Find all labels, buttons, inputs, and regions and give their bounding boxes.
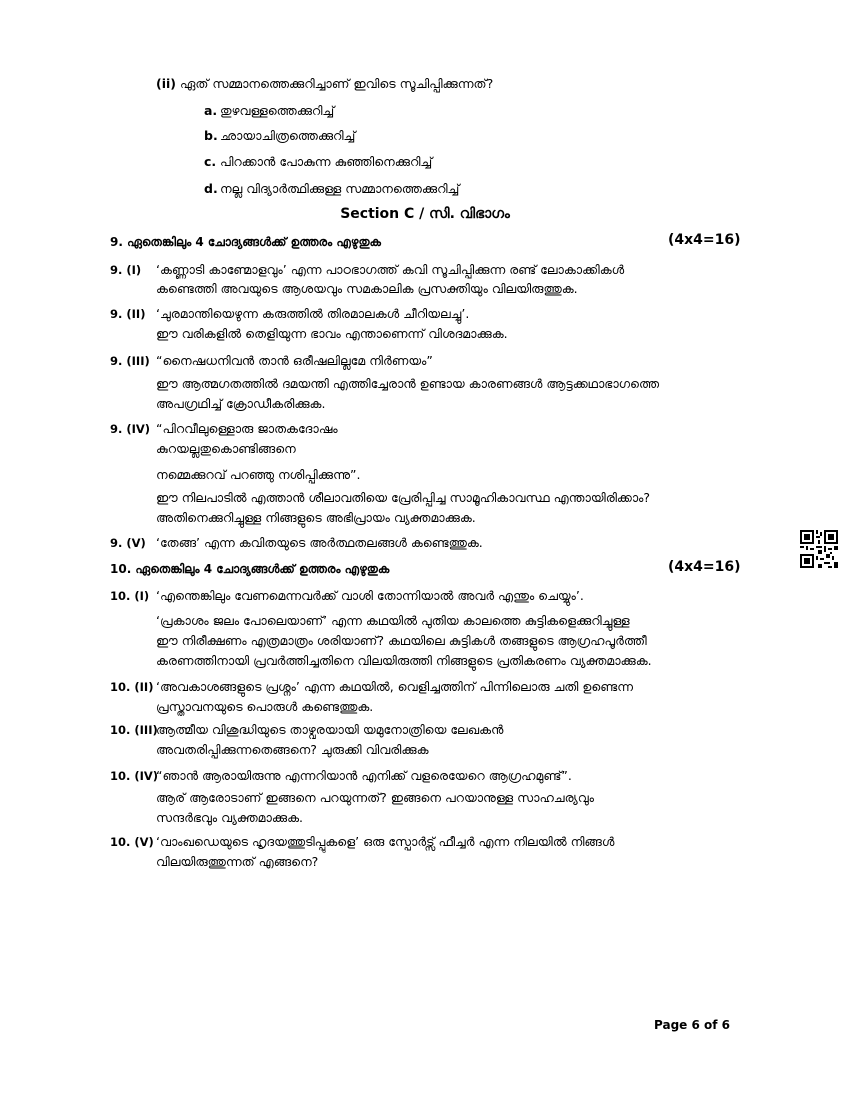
q9-header: 9. ഏതെങ്കിലും 4 ചോദ്യങ്ങൾക്ക് ഉത്തരം എഴുതുക [110,235,381,249]
q10-v-number: 10. (V) [110,835,154,849]
q9-iii-line3: അപഗ്രഥിച്ച് ക്രോഡീകരിക്കുക. [156,396,326,411]
option-b-text: ഛായാചിത്രത്തെക്കുറിച്ച് [220,128,356,143]
q10-marks: (4x4=16) [668,559,741,575]
q10-v-line2: വിലയിരുത്തുന്നത് എങ്ങനെ? [156,854,319,869]
q9-iii-number: 9. (III) [110,354,150,368]
section-title: Section C / സി. വിഭാഗം [340,206,510,222]
q10-i-line4: കരണത്തിനായി പ്രവർത്തിച്ചതിനെ വിലയിരുത്തി നിങ്ങളുടെ പ്രതികരണം വ്യക്തമാക്കുക. [156,653,652,668]
q9-i-line2: കണ്ടെത്തി അവയുടെ ആശയവും സമകാലിക പ്രസക്തിയും വിലയിരുത്തുക. [156,281,578,296]
q10-iv-line2: ആര് ആരോടാണ് ഇങ്ങനെ പറയുന്നത്? ഇങ്ങനെ പറയാനുള്ള സാഹചര്യവും [156,790,594,805]
q9-iii-line2: ഈ ആത്മഗതത്തിൽ ദമയന്തി എത്തിച്ചേരാൻ ഉണ്ടായ കാരണങ്ങൾ ആട്ടക്കഥാഭാഗത്തെ [156,376,660,391]
option-c-text: പിറക്കാൻ പോകുന്ന കുഞ്ഞിനെക്കുറിച്ച് [220,154,433,169]
q10-i-line2: ‘പ്രകാശം ജലം പോലെയാണ്’ എന്ന കഥയിൽ പുതിയ കാലത്തെ കുട്ടികളെക്കുറിച്ചുള്ള [156,613,630,628]
q10-i-line3: ഈ നിരീക്ഷണം എത്രമാത്രം ശരിയാണ്? കഥയിലെ കുട്ടികൾ തങ്ങളുടെ ആഗ്രഹപൂർത്തീ [156,633,647,648]
option-a-text: തുഴവള്ളത്തെക്കുറിച്ച് [220,103,335,118]
q8-ii-question: ഏത് സമ്മാനത്തെക്കുറിച്ചാണ് ഇവിടെ സൂചിപ്പിക്കുന്നത്? [180,76,494,91]
q9-iv-line4: ഈ നിലപാടിൽ എത്താൻ ശീലാവതിയെ പ്രേരിപ്പിച്ച സാമൂഹികാവസ്ഥ എന്തായിരിക്കാം? [156,490,651,505]
q9-v-line1: ‘തേങ്ങ’ എന്ന കവിതയുടെ അർത്ഥതലങ്ങൾ കണ്ടെത്തുക. [156,535,483,550]
q10-ii-line1: ‘അവകാശങ്ങളുടെ പ്രശ്നം’ എന്ന കഥയിൽ, വെളിച്ചത്തിന് പിന്നിലൊരു ചതി ഉണ്ടെന്ന [156,679,633,694]
option-d-text: നല്ല വിദ്യാർത്ഥിക്കുള്ള സമ്മാനത്തെക്കുറിച്ച് [220,181,460,196]
option-b-letter: b. [204,128,218,143]
q10-iv-line1: “ഞാൻ ആരായിരുന്നു എന്നറിയാൻ എനിക്ക് വളരെയേറെ ആഗ്രഹമുണ്ട്”. [156,768,572,783]
qr-code-icon [800,530,838,568]
q10-iv-number: 10. (IV) [110,769,159,783]
q9-v-number: 9. (V) [110,536,146,550]
q10-iii-line1: ആത്മീയ വിശുദ്ധിയുടെ താഴ്വരയായി യമുനോത്രിയെ ലേഖകൻ [156,722,504,737]
q10-iii-line2: അവതരിപ്പിക്കുന്നതെങ്ങനെ? ചുരുക്കി വിവരിക്കുക [156,742,429,757]
q9-iv-line5: അതിനെക്കുറിച്ചുള്ള നിങ്ങളുടെ അഭിപ്രായം വ്യക്തമാക്കുക. [156,510,476,525]
q10-header: 10. ഏതെങ്കിലും 4 ചോദ്യങ്ങൾക്ക് ഉത്തരം എഴുതുക [110,562,390,576]
option-a-letter: a. [204,103,218,118]
q8-ii-label: (ii) [156,76,176,91]
q10-ii-line2: പ്രസ്താവനയുടെ പൊരുൾ കണ്ടെത്തുക. [156,699,374,714]
q9-i-line1: ‘കണ്ണാടി കാണ്മോളവും’ എന്ന പാഠഭാഗത്ത് കവി സൂചിപ്പിക്കുന്ന രണ്ട് ലോകാക്കികൾ [156,262,625,277]
q9-ii-line2: ഈ വരികളിൽ തെളിയുന്ന ഭാവം എന്താണെന്ന് വിശദമാക്കുക. [156,326,508,341]
q9-iv-line3: നമ്മെക്കുറവ് പറഞ്ഞു നശിപ്പിക്കുന്നു”. [156,467,361,482]
q9-iv-number: 9. (IV) [110,422,151,436]
page-number: Page 6 of 6 [654,1018,730,1032]
q9-marks: (4x4=16) [668,232,741,248]
option-c-letter: c. [204,154,217,169]
q10-i-number: 10. (I) [110,589,150,603]
q10-ii-number: 10. (II) [110,680,154,694]
q9-iv-line1: “പിറവീലുള്ളൊരു ജാതകദോഷം [156,421,338,436]
q9-iv-line2: കുറയല്ലതുകൊണ്ടിങ്ങനെ [156,441,296,456]
q9-ii-line1: ‘ചുരമാന്തിയെഴുന്ന കരുത്തിൽ തിരമാലകൾ ചീറിയലച്ചു’. [156,306,470,321]
q10-v-line1: ‘വാംഖഡെയുടെ ഹൃദയത്തുടിപ്പുകളെ’ ഒരു സ്പോർട്സ് ഫീച്ചർ എന്ന നിലയിൽ നിങ്ങൾ [156,834,615,849]
q9-iii-line1: “നൈഷധനിവൻ താൻ ഒരീഷലില്ലമേ നിർണയം” [156,353,433,368]
q9-ii-number: 9. (II) [110,307,146,321]
q10-iii-number: 10. (III) [110,723,158,737]
option-d-letter: d. [204,181,218,196]
q10-i-line1: ‘എന്തെങ്കിലും വേണമെന്നവർക്ക് വാശി തോന്നിയാൽ അവർ എന്തും ചെയ്യും’. [156,588,584,603]
q10-iv-line3: സന്ദർഭവും വ്യക്തമാക്കുക. [156,810,303,825]
q9-i-number: 9. (I) [110,263,142,277]
